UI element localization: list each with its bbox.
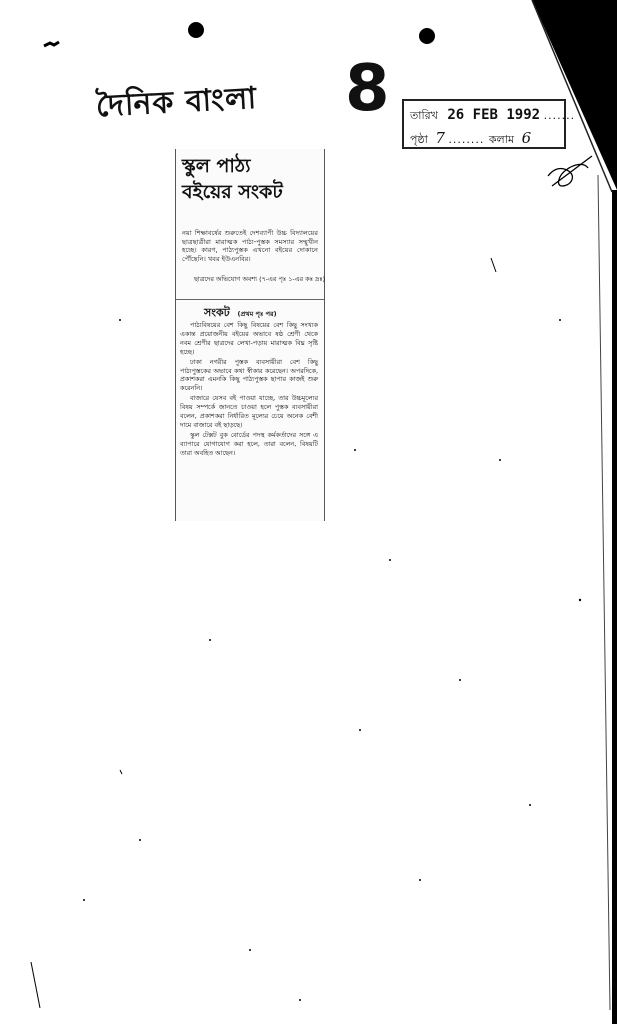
specks <box>83 319 581 1001</box>
second-headline-note: (প্রথম পৃঃ পর) <box>237 310 277 318</box>
date-label: তারিখ <box>410 109 438 122</box>
right-edge <box>612 190 617 1024</box>
dark-corner <box>532 0 617 190</box>
continuation-note: ছাত্রদের অভিযোগ অবশ্য (৭-এর পৃঃ ১-এর কঃ দ্রঃ) <box>194 275 326 283</box>
punch-hole <box>188 22 204 38</box>
page-value: 7 <box>435 129 445 147</box>
body-paragraph: স্কুল টেক্সট বুক বোর্ডের পদস্থ কর্মকর্তাদের সঙ্গে এ ব্যাপারে যোগাযোগ করা হলে, তারা বলেন, বিষয়টি তারা অবহিত আছেন। <box>180 430 318 457</box>
ink-mark <box>44 42 59 46</box>
clipping-intro: নয়া শিক্ষাবর্ষের শুরুতেই দেশব্যাপী উচ্চ বিদ্যালয়ের ছাত্রছাত্রীরা মারাত্মক পাঠ্য-পুস্তক সমস্যার সম্মুখীন হচ্ছে। কারণ, পাঠ্যপুস্তক এখনো বইয়ের দোকানে পৌঁছেনি। খবর ইউএনবির। <box>182 229 318 263</box>
body-paragraph: ঢাকা নগরীর পুস্তক ব্যবসায়ীরা বেশ কিছু পাঠ্যপুস্তকের অভাবে কথা স্বীকার করেছেন। অপরদিকে, প্রকাশকরা এমনকি কিছু পাঠ্যপুস্তক ছাপার কাজই শুরু করেননি। <box>180 357 318 393</box>
second-headline-text: সংকট <box>204 306 230 319</box>
clipping-divider <box>176 299 324 300</box>
newspaper-name: দৈনিক বাংলা <box>95 80 258 125</box>
date-stamp: তারিখ 26 FEB 1992 ....... পৃষ্ঠা 7 ........ কলাম 6 <box>402 99 566 149</box>
page-label: পৃষ্ঠা <box>410 133 428 146</box>
punch-hole <box>419 28 435 44</box>
body-paragraph: বাজারে যেসব বই পাওয়া যাচ্ছে, তার উচ্চমূল্যের বিষয় সম্পর্কে জানতে চাওয়া হলে পুস্তক ব্যবসায়ীরা বলেন, প্রকাশকরা নির্ধারিত মূল্যের চেয়ে অনেক বেশী দামে বাজারে বই ছাড়ছে। <box>180 394 318 429</box>
page-fold-line <box>598 175 610 1010</box>
stamp-date: 26 FEB 1992 <box>447 107 541 123</box>
clipping-body <box>180 321 318 459</box>
column-value: 6 <box>521 129 532 147</box>
page-number: 8 <box>345 52 390 126</box>
signature-mark <box>548 156 592 186</box>
clipping-headline: স্কুল পাঠ্য বইয়ের সংকট <box>182 155 283 203</box>
column-label: কলাম <box>488 133 515 146</box>
news-clipping <box>175 149 325 521</box>
body-paragraph: পাঠ্যবিষয়ের বেশ কিছু বিষয়ের বেশ কিছু সংখ্যক একান্ত প্রয়োজনীয় বইয়ের অভাবে ষষ্ঠ শ্রেণী থেকে নবম শ্রেণীর ছাত্রদের লেখা-পড়ায় মারাত্মক বিঘ্ন সৃষ্টি হচ্ছে। <box>180 321 318 356</box>
